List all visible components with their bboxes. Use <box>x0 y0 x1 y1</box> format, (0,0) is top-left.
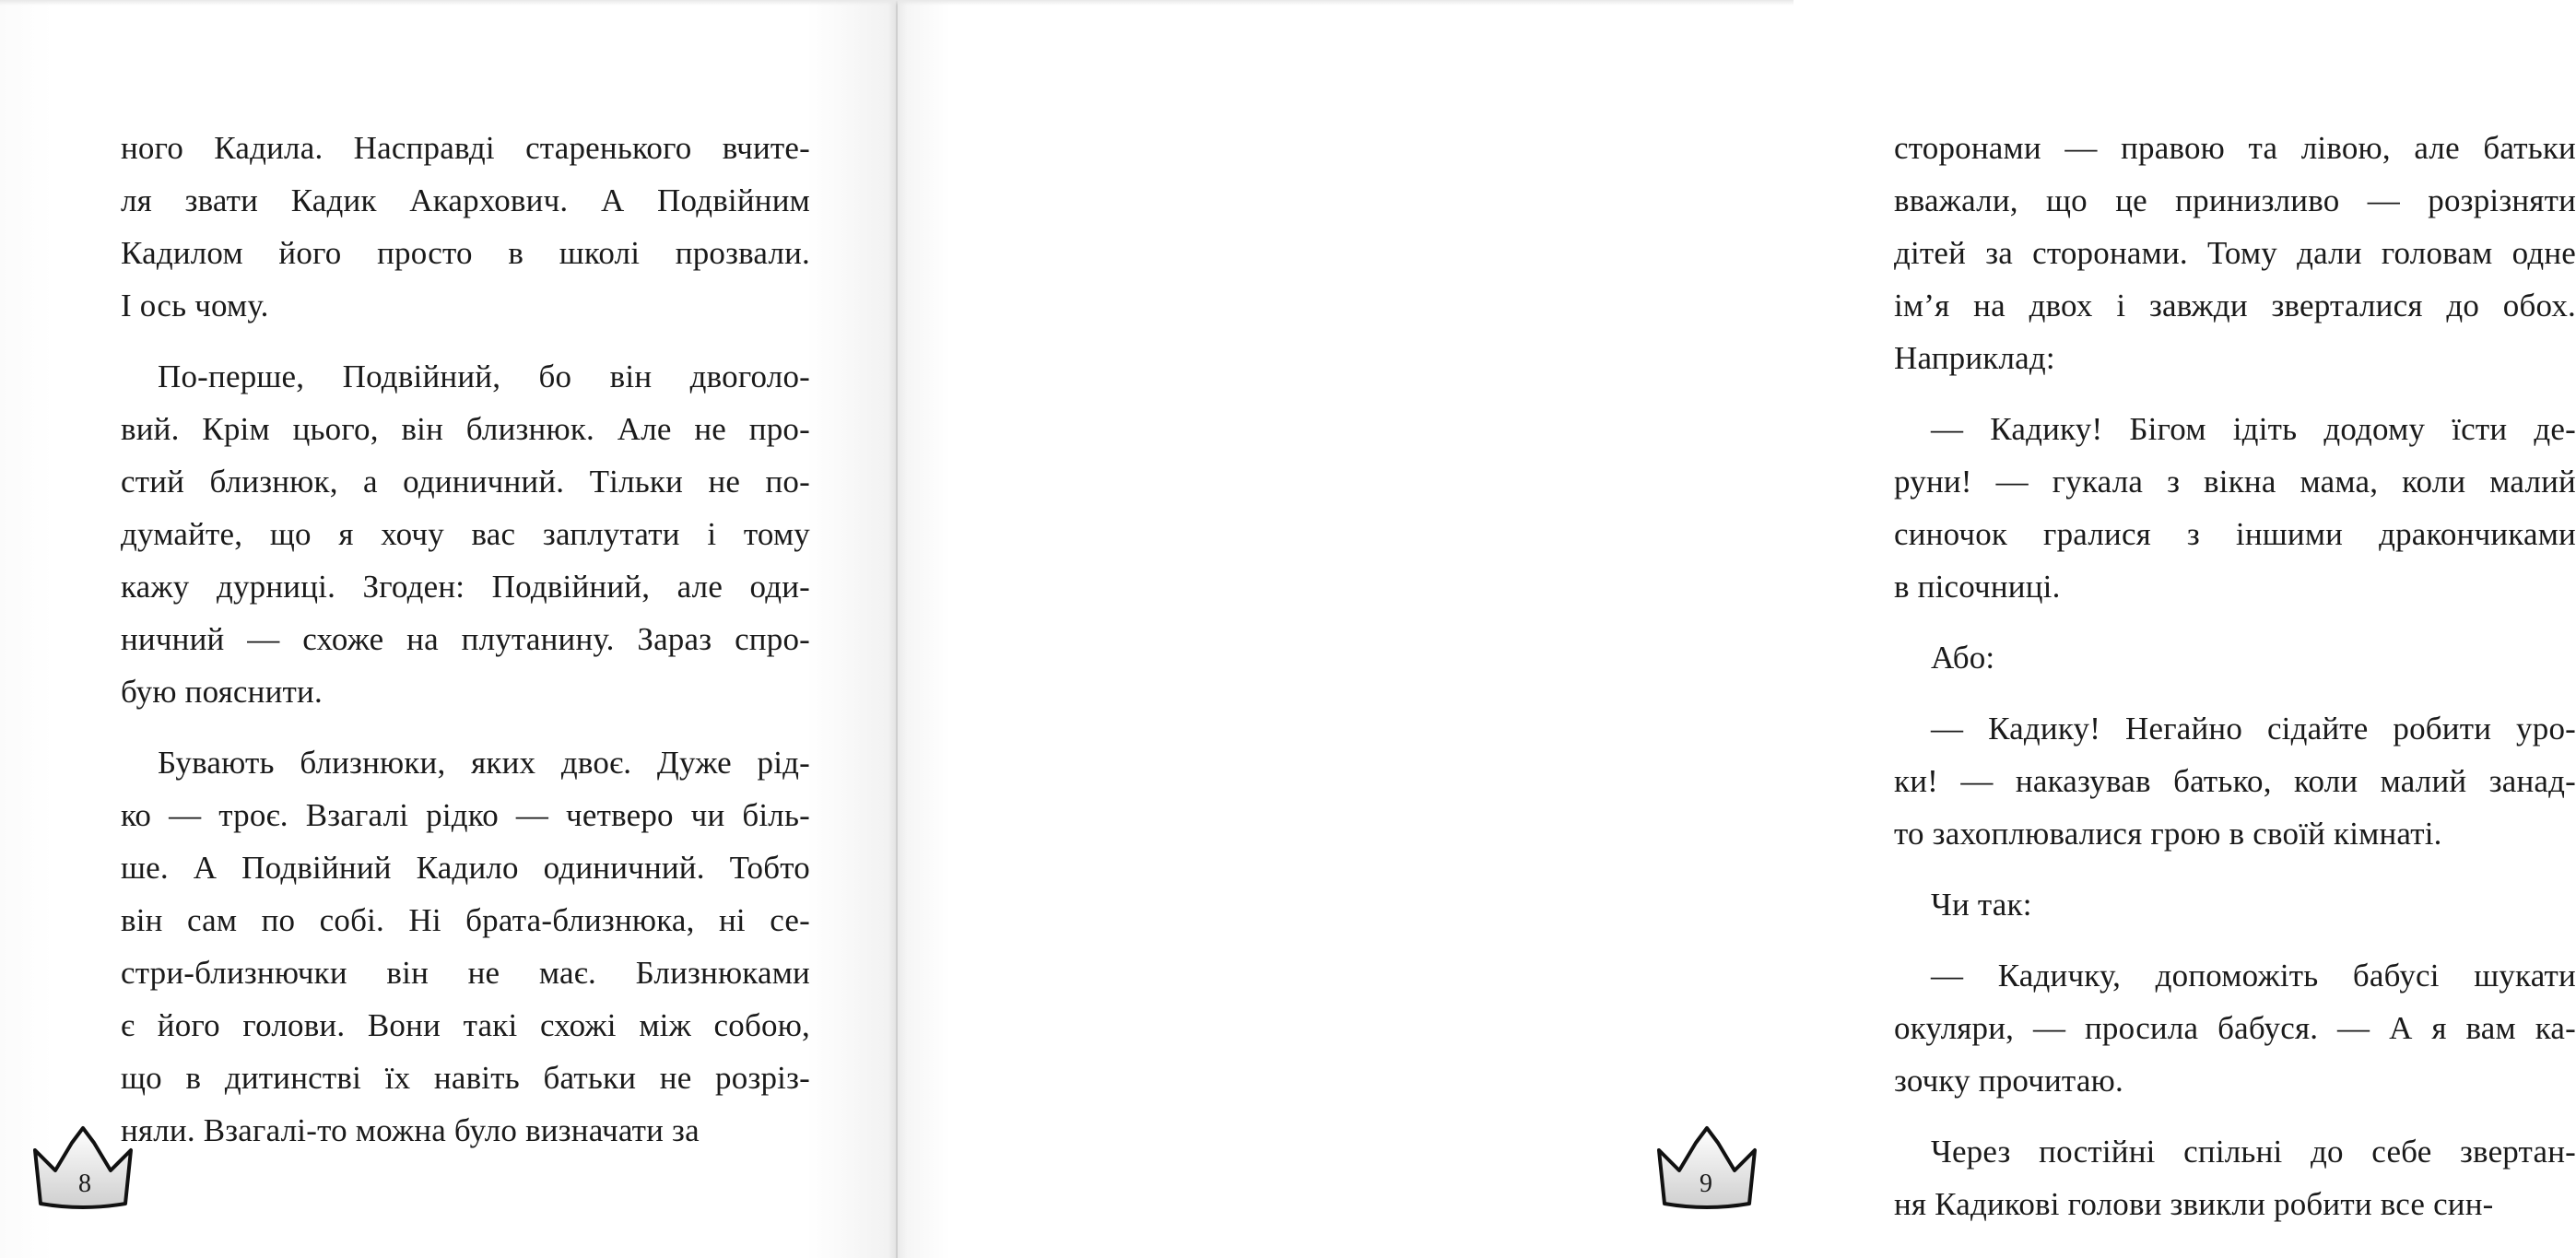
text-line: що в дитинстві їх навіть батьки не розріз- <box>121 1060 810 1096</box>
text-line: ко — троє. Взагалі рідко — четверо чи біль- <box>121 797 810 833</box>
paragraph <box>1894 122 2576 384</box>
text-line: ничний — схоже на плутанину. Зараз спро- <box>121 621 810 657</box>
text-line: є його голови. Вони такі схожі між собою, <box>121 1007 810 1043</box>
text-line: стри-близнючки він не має. Близнюками <box>121 955 810 991</box>
right-page-text <box>1894 122 2576 1230</box>
text-line: в пісочниці. <box>1894 569 2061 605</box>
text-line: Кадилом його просто в школі прозвали. <box>121 235 810 271</box>
text-line: ля звати Кадик Акархович. А Подвійним <box>121 182 810 218</box>
paragraph <box>1894 949 2576 1107</box>
paragraph <box>1894 403 2576 613</box>
right-page <box>897 0 2576 1258</box>
left-page-text <box>121 122 810 1157</box>
paragraph <box>121 122 810 332</box>
book-gutter <box>896 0 898 1258</box>
text-line: окуляри, — просила бабуся. — А я вам ка- <box>1894 1010 2576 1046</box>
text-line: ки! — наказував батько, коли малий занад- <box>1894 763 2576 799</box>
paragraph <box>1894 1125 2576 1230</box>
text-line: стий близнюк, а одиничний. Тільки не по- <box>121 464 810 500</box>
text-line: бую пояснити. <box>121 674 323 710</box>
text-line: думайте, що я хочу вас заплутати і тому <box>121 516 810 552</box>
text-line: Бувають близнюки, яких двоє. Дуже рід- <box>158 745 810 781</box>
text-line: руни! — гукала з вікна мама, коли малий <box>1894 464 2576 500</box>
text-line: то захоплювалися грою в своїй кімнаті. <box>1894 816 2442 852</box>
page-number-left: 8 <box>78 1170 91 1198</box>
text-line: вий. Крім цього, він близнюк. Але не про- <box>121 411 810 447</box>
page-top-edge <box>0 0 1794 6</box>
text-line: По-перше, Подвійний, бо він двоголо- <box>158 359 810 394</box>
text-line: сторонами — правою та лівою, але батьки <box>1894 130 2576 166</box>
paragraph <box>1894 631 2576 684</box>
text-line: — Кадику! Бігом ідіть додому їсти де- <box>1931 411 2576 447</box>
left-page <box>0 0 897 1258</box>
text-line: ня Кадикові голови звикли робити все син- <box>1894 1186 2494 1222</box>
text-line: зочку прочитаю. <box>1894 1063 2123 1099</box>
page-number-right: 9 <box>1700 1170 1712 1198</box>
paragraph <box>121 736 810 1157</box>
text-line: вважали, що це принизливо — розрізняти <box>1894 182 2576 218</box>
text-line: ім’я на двох і завжди зверталися до обох. <box>1894 288 2576 323</box>
text-line: ного Кадила. Насправді старенького вчите- <box>121 130 810 166</box>
text-line: няли. Взагалі-то можна було визначати за <box>121 1112 700 1148</box>
paragraph <box>121 350 810 718</box>
text-line: ше. А Подвійний Кадило одиничний. Тобто <box>121 850 810 886</box>
paragraph <box>1894 702 2576 860</box>
text-line: Через постійні спільні до себе звертан- <box>1931 1134 2576 1170</box>
text-line: синочок гралися з іншими дракончиками <box>1894 516 2576 552</box>
text-line: І ось чому. <box>121 288 269 323</box>
text-line: він сам по собі. Ні брата-близнюка, ні се- <box>121 902 810 938</box>
paragraph <box>1894 878 2576 931</box>
text-line: кажу дурниці. Згоден: Подвійний, але оди- <box>121 569 810 605</box>
text-line: Наприклад: <box>1894 340 2055 376</box>
text-line: — Кадику! Негайно сідайте робити уро- <box>1931 711 2576 747</box>
text-line: Чи так: <box>1931 887 2032 923</box>
text-line: — Кадичку, допоможіть бабусі шукати <box>1931 958 2576 993</box>
text-line: дітей за сторонами. Тому дали головам одне <box>1894 235 2576 271</box>
text-line: Або: <box>1931 640 1995 676</box>
